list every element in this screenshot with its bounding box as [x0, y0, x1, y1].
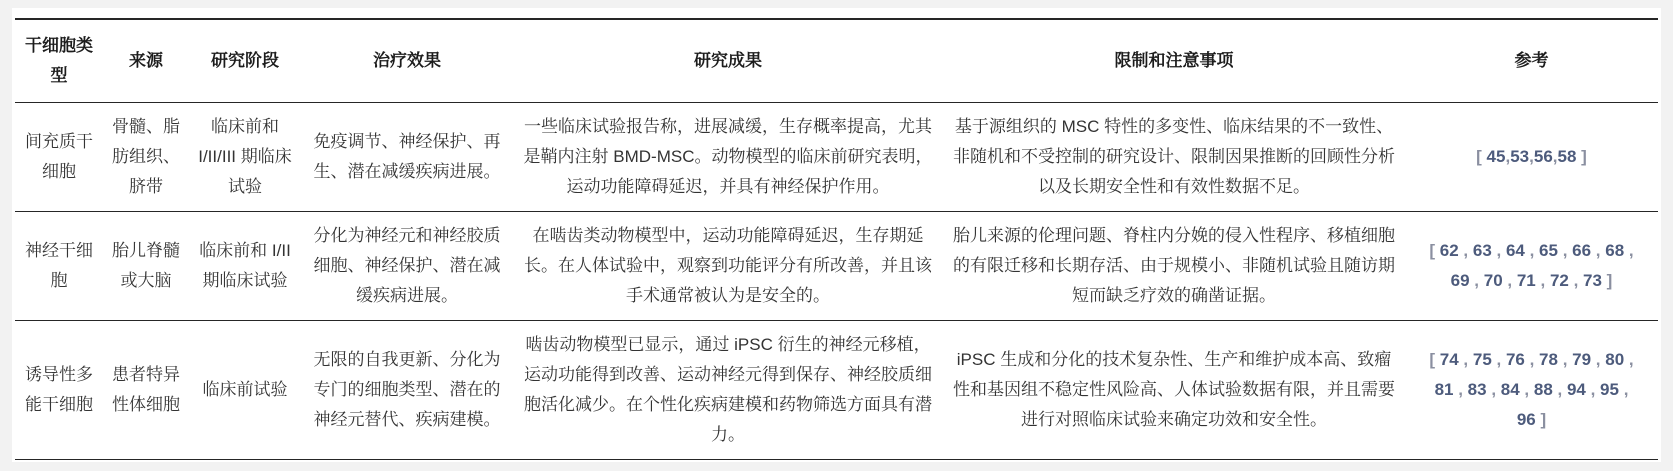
reference-link[interactable]: 83: [1467, 380, 1487, 399]
reference-link[interactable]: 95: [1600, 380, 1619, 399]
cell-stem-cell-type: 间充质干细胞: [25, 132, 93, 181]
header-row: [15, 19, 1658, 103]
table-row: [15, 321, 1658, 460]
reference-link[interactable]: 64: [1505, 241, 1525, 260]
reference-separator: ,: [1491, 350, 1506, 369]
cell-research-outcome: 啮齿动物模型已显示，通过 iPSC 衍生的神经元移植，运动功能得到改善、运动神经元得到保存、神经胶质细胞活化减少。在个性化疾病建模和药物筛选方面具有潜力。: [524, 335, 932, 444]
cell-limitations: iPSC 生成和分化的技术复杂性、生产和维护成本高、致瘤性和基因组不稳定性风险高、人体试验数据有限，并且需要进行对照临床试验来确定功效和安全性。: [953, 350, 1395, 429]
cell-therapeutic-effect: 无限的自我更新、分化为专门的细胞类型、潜在的神经元替代、疾病建模。: [313, 350, 501, 429]
reference-separator: ,: [1486, 380, 1501, 399]
reference-link[interactable]: 74: [1439, 350, 1459, 369]
cell-references: [1405, 103, 1658, 212]
reference-link[interactable]: 53: [1510, 147, 1530, 166]
cell-research-outcome: 在啮齿类动物模型中，运动功能障碍延迟，生存期延长。在人体试验中，观察到功能评分有所改善，并且该手术通常被认为是安全的。: [524, 226, 932, 305]
reference-link[interactable]: 63: [1472, 241, 1492, 260]
cell-research-outcome: 一些临床试验报告称，进展减缓，生存概率提高，尤其是鞘内注射 BMD-MSC。动物模型的临床前研究表明，运动功能障碍延迟，并具有神经保护作用。: [523, 117, 933, 196]
reference-separator: ,: [1458, 350, 1473, 369]
reference-separator: [: [1429, 350, 1440, 369]
reference-separator: ,: [1458, 241, 1473, 260]
cell-references: [1405, 212, 1658, 321]
reference-link[interactable]: 71: [1516, 271, 1536, 290]
reference-separator: ,: [1624, 350, 1634, 369]
reference-link[interactable]: 79: [1572, 350, 1592, 369]
reference-separator: ,: [1502, 271, 1517, 290]
stem-cell-comparison-table: [15, 18, 1658, 460]
reference-link[interactable]: 70: [1483, 271, 1503, 290]
reference-separator: ,: [1591, 350, 1606, 369]
cell-therapeutic-effect: 分化为神经元和神经胶质细胞、神经保护、潜在减缓疾病进展。: [313, 226, 501, 305]
reference-link[interactable]: 58: [1557, 147, 1577, 166]
reference-link[interactable]: 80: [1605, 350, 1625, 369]
reference-link[interactable]: 78: [1539, 350, 1558, 369]
reference-separator: [: [1476, 147, 1487, 166]
reference-separator: ,: [1557, 350, 1573, 369]
reference-link[interactable]: 76: [1505, 350, 1525, 369]
cell-source: 患者特异性体细胞: [112, 365, 180, 414]
cell-therapeutic-effect: 免疫调节、神经保护、再生、潜在减缓疾病进展。: [313, 132, 501, 181]
cell-stem-cell-type: 诱导性多能干细胞: [25, 365, 93, 414]
reference-separator: ]: [1535, 410, 1547, 429]
reference-list: [1476, 147, 1587, 166]
cell-limitations: 胎儿来源的伦理问题、脊柱内分娩的侵入性程序、移植细胞的有限迁移和长期存活、由于规模小、非随机试验且随访期短而缺乏疗效的确凿证据。: [953, 226, 1395, 305]
reference-separator: ,: [1519, 380, 1534, 399]
reference-separator: ,: [1552, 380, 1567, 399]
column-header-therapeutic-effect: 治疗效果: [373, 51, 441, 70]
table-card: [12, 8, 1661, 462]
column-header-stem-cell-type: 干细胞类型: [25, 36, 93, 85]
reference-link[interactable]: 75: [1472, 350, 1492, 369]
reference-separator: ,: [1529, 147, 1534, 166]
column-header-research-outcome: 研究成果: [694, 51, 762, 70]
reference-separator: ,: [1585, 380, 1601, 399]
reference-link[interactable]: 73: [1583, 271, 1602, 290]
table-row: [15, 103, 1658, 212]
reference-link[interactable]: 45: [1486, 147, 1506, 166]
reference-separator: ]: [1576, 147, 1587, 166]
reference-link[interactable]: 84: [1500, 380, 1520, 399]
table-header: [15, 19, 1658, 103]
column-header-source: 来源: [129, 51, 163, 70]
reference-separator: ,: [1469, 271, 1484, 290]
reference-list: [1429, 241, 1633, 290]
cell-research-stage: 临床前和 I/II/III 期临床试验: [198, 117, 292, 196]
table-row: [15, 212, 1658, 321]
reference-link[interactable]: 66: [1572, 241, 1592, 260]
cell-source: 胎儿脊髓或大脑: [112, 241, 180, 290]
reference-separator: ,: [1568, 271, 1584, 290]
reference-link[interactable]: 69: [1450, 271, 1470, 290]
reference-link[interactable]: 81: [1434, 380, 1454, 399]
reference-separator: ,: [1624, 241, 1634, 260]
cell-research-stage: 临床前试验: [202, 380, 288, 399]
reference-separator: ,: [1524, 350, 1540, 369]
table-body: [15, 103, 1658, 460]
reference-link[interactable]: 62: [1439, 241, 1459, 260]
reference-separator: ]: [1601, 271, 1613, 290]
column-header-research-stage: 研究阶段: [211, 51, 279, 70]
reference-separator: ,: [1453, 380, 1468, 399]
reference-separator: ,: [1557, 241, 1573, 260]
reference-link[interactable]: 56: [1533, 147, 1553, 166]
reference-separator: ,: [1552, 147, 1558, 166]
reference-separator: ,: [1591, 241, 1606, 260]
cell-stem-cell-type: 神经干细胞: [25, 241, 93, 290]
reference-link[interactable]: 96: [1516, 410, 1536, 429]
reference-separator: [: [1429, 241, 1440, 260]
cell-limitations: 基于源组织的 MSC 特性的多变性、临床结果的不一致性、非随机和不受控制的研究设计、限制因果推断的回顾性分析以及长期安全性和有效性数据不足。: [953, 117, 1395, 196]
cell-research-stage: 临床前和 I/II 期临床试验: [199, 241, 291, 290]
reference-link[interactable]: 72: [1549, 271, 1569, 290]
column-header-references: 参考: [1514, 51, 1549, 70]
reference-separator: ,: [1524, 241, 1540, 260]
cell-source: 骨髓、脂肪组织、脐带: [112, 117, 180, 196]
reference-link[interactable]: 88: [1533, 380, 1553, 399]
reference-separator: ,: [1535, 271, 1550, 290]
cell-references: [1405, 321, 1658, 460]
reference-link[interactable]: 68: [1605, 241, 1625, 260]
reference-separator: ,: [1505, 147, 1511, 166]
reference-list: [1429, 350, 1633, 429]
reference-link[interactable]: 94: [1566, 380, 1586, 399]
reference-separator: ,: [1491, 241, 1506, 260]
column-header-limitations: 限制和注意事项: [1114, 51, 1234, 70]
reference-separator: ,: [1618, 380, 1629, 399]
reference-link[interactable]: 65: [1539, 241, 1558, 260]
